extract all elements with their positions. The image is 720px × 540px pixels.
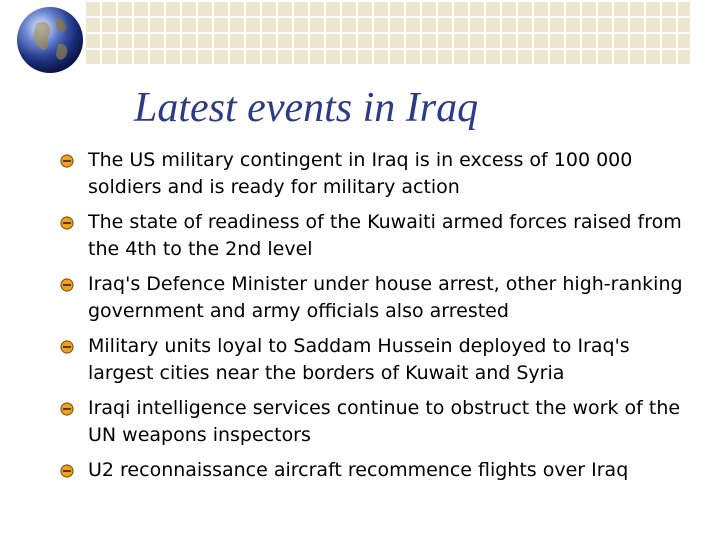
list-item: [60, 395, 700, 449]
bullet-disc-icon: [60, 402, 74, 416]
list-item: [60, 333, 700, 387]
list-item: [60, 147, 700, 201]
list-item: [60, 271, 700, 325]
bullet-disc-icon: [60, 340, 74, 354]
bullet-text: Iraqi intelligence services continue to obstruct the work of the UN weapons inspectors: [88, 397, 681, 446]
bullet-disc-icon: [60, 278, 74, 292]
bullet-text: The US military contingent in Iraq is in excess of 100 000 soldiers and is ready for military action: [88, 149, 633, 198]
bullet-disc-icon: [60, 154, 74, 168]
bullet-disc-icon: [60, 464, 74, 478]
list-item: [60, 457, 700, 484]
grid-banner: [84, 0, 690, 66]
bullet-text: Military units loyal to Saddam Hussein deployed to Iraq's largest cities near the borders of Kuwait and Syria: [88, 335, 630, 384]
slide-title: Latest events in Iraq: [134, 85, 479, 131]
list-item: [60, 209, 700, 263]
bullet-disc-icon: [60, 216, 74, 230]
bullet-text: U2 reconnaissance aircraft recommence flights over Iraq: [88, 459, 629, 481]
bullet-text: The state of readiness of the Kuwaiti armed forces raised from the 4th to the 2nd level: [88, 211, 682, 260]
globe-icon: [14, 4, 86, 76]
bullet-list: [60, 147, 700, 492]
bullet-text: Iraq's Defence Minister under house arrest, other high-ranking government and army officials also arrested: [88, 273, 683, 322]
